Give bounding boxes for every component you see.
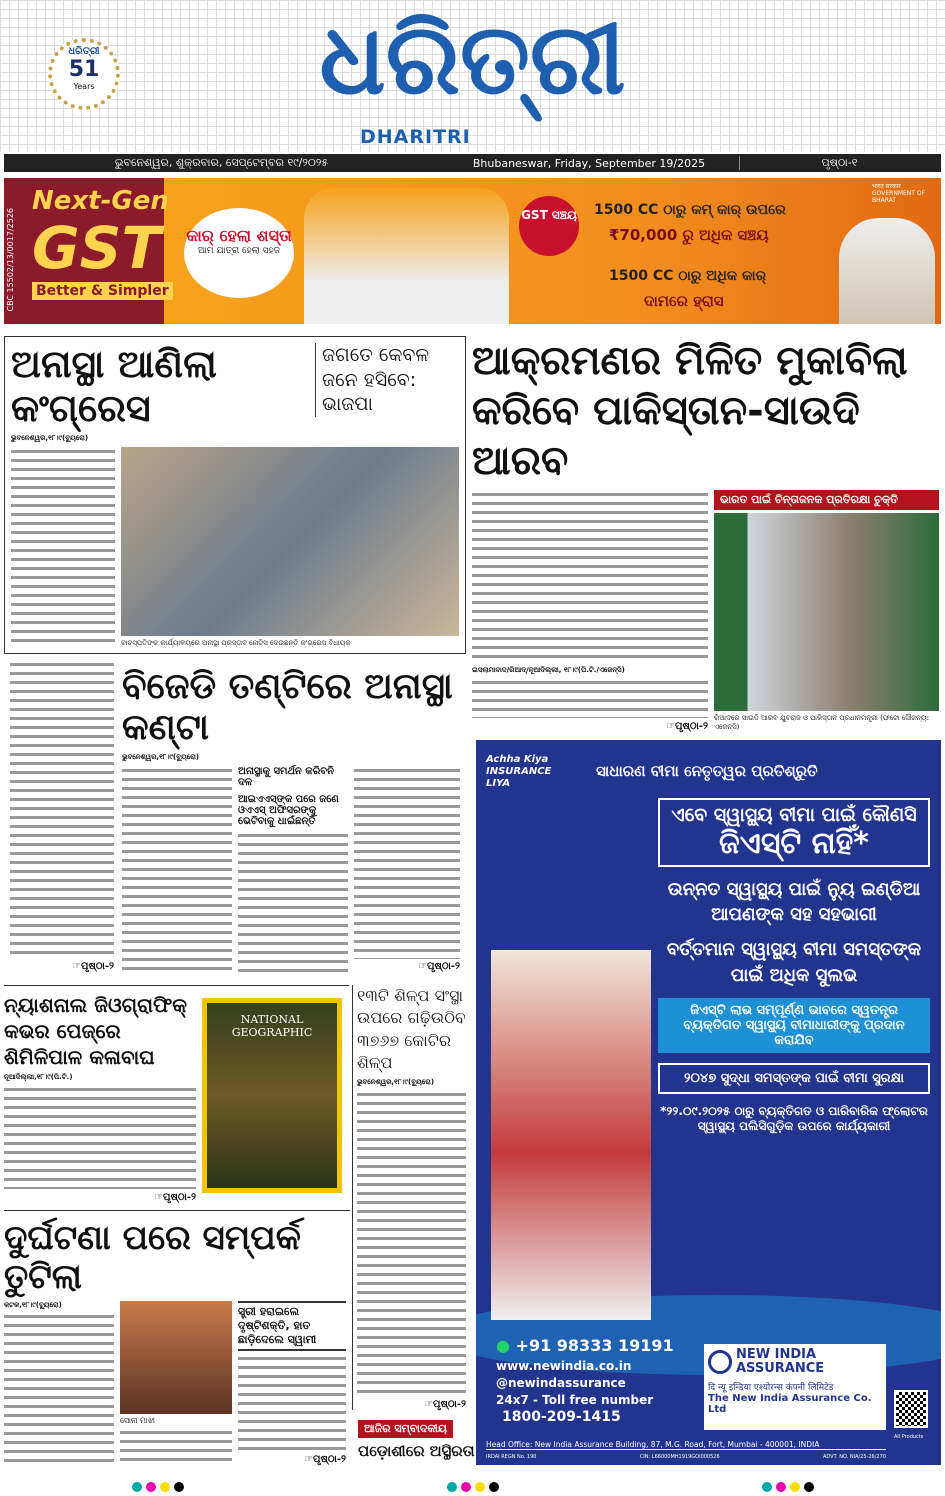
- story-natgeo: ନ୍ୟାଶନାଲ ଜିଓଗ୍ରାଫିକ୍ କଭର ପେଜ୍‌ରେ ଶିମିଳିପାଳ କଳାବାଘ ନୂଆଦିଲ୍ଲୀ,୧୮।୯(ପି.ଟି.) ☞ପୃଷ୍ଠା-୨ NATIONAL GEOGRAPHIC: [4, 985, 349, 1203]
- story-industry: ୧୩ଟି ଶିଳ୍ପ ସଂସ୍ଥା ଉପରେ ଗଢ଼ିଉଠିବ ୩୭୬୭ କୋଟିର ଶିଳ୍ପ ଭୁବନେଶ୍ୱର,୧୮।୯(ବ୍ୟୁରୋ) ☞ପୃଷ୍ଠା-୨: [352, 985, 466, 1410]
- story-bullets: ଅନାସ୍ଥାକୁ ସମର୍ଥନ କରିବନି ଦଳ ଆଇଏଏସ୍‌ଙ୍କ ପରେ ଜଣେ ଓଏଏସ୍ ଅଫିସରଙ୍କୁ ଭେଟିବାକୁ ଧାଇଁଛନ୍ତି: [238, 765, 339, 827]
- no-gst-box: ଏବେ ସ୍ୱାସ୍ଥ୍ୟ ବୀମା ପାଇଁ କୌଣସି ଜିଏସ୍‌ଟି ନାହିଁ*: [658, 798, 930, 867]
- registration-marks: [0, 1478, 945, 1494]
- qr-code[interactable]: [894, 1390, 928, 1428]
- whatsapp-icon: ●: [496, 1336, 510, 1355]
- car-cheap-bubble: କାର୍ ହେଲା ଶସ୍ତା ଆମ ଯାତ୍ରା ହେଲା ସହଜ: [184, 208, 294, 298]
- company-logo-box: NEW INDIA ASSURANCE दि न्यू इन्डिया एश्योरन्स कंपनी लिमिटेड The New India Assurance Co. Ltd: [704, 1344, 886, 1430]
- dateline-bar: ଭୁବନେଶ୍ୱର, ଶୁକ୍ରବାର, ସେପ୍ଟେମ୍ବର ୧୯/୨୦୨୫ Bhubaneswar, Friday, September 19/2025 ପୃଷ୍ଠା-୧: [4, 154, 941, 172]
- new-india-assurance-ad[interactable]: Achha Kiya INSURANCE LIYA ସାଧାରଣ ବୀମା ନେତୃତ୍ୱର ପ୍ରତିଶ୍ରୁତି ଏବେ ସ୍ୱାସ୍ଥ୍ୟ ବୀମା ପାଇଁ କୌଣସି ଜିଏସ୍‌ଟି ନାହିଁ* ଉନ୍ନତ ସ୍ୱାସ୍ଥ୍ୟ ପାଇଁ ନ୍ୟୁ ଇଣ୍ଡିଆ ଆପଣଙ୍କ ସହ ସହଭାଗୀ ବର୍ତ୍ତମାନ ସ୍ୱାସ୍ଥ୍ୟ ବୀମା ସମସ୍ତଙ୍କ ପାଇଁ ଅଧିକ ସୁଲଭ ଜିଏସ୍‌ଟି ଲାଭ ସମ୍ପୂର୍ଣ୍ଣ ଭାବରେ ସ୍ୱତନ୍ତ୍ର ବ୍ୟକ୍ତିଗତ ସ୍ୱାସ୍ଥ୍ୟ ବୀମାଧାରୀଙ୍କୁ ପ୍ରଦାନ କରାଯିବ ୨୦୪୭ ସୁଦ୍ଧା ସମସ୍ତଙ୍କ ପାଇଁ ବୀମା ସୁରକ୍ଷା *୨୨.୦୯.୨୦୨୫ ଠାରୁ ବ୍ୟକ୍ତିଗତ ଓ ପାରିବାରିକ ଫ୍ଲୋଟର ସ୍ୱାସ୍ଥ୍ୟ ପଲିସିଗୁଡ଼ିକ ଉପରେ କାର୍ଯ୍ୟକାରୀ ● +91 98333 19191 www.newindia.co.in @newindassurance 24x7 - Toll free number 1800-209-1415 NEW INDIA ASSURANCE दि न्यू इन्डिया एश्योरन्स कंपनी लिमिटेड The New India Assurance Co. Ltd All Products Head Office: New India Assurance Building, 87, M.G. Road, Fort, Mumbai - 400001, INDIA IRDAI REGN No. 190 CIN: L66000MH1919GOI000526 ADVT. NO. NIA/25-26/270: [476, 740, 941, 1465]
- story-photo: [120, 1301, 232, 1413]
- story-bjd: ☞ପୃଷ୍ଠା-୨ ବିଜେଡି ତଣ୍ଟିରେ ଅନାସ୍ଥା କଣ୍ଟା ଭୁବନେଶ୍ୱର,୧୮।୯(ବ୍ୟୁରୋ) ଅନାସ୍ଥାକୁ ସମର୍ଥନ କରିବନି ଦଳ ଆଇଏଏସ୍‌ଙ୍କ ପରେ ଜଣେ ଓଏଏସ୍ ଅଫିସରଙ୍କୁ ଭେଟିବାକୁ ଧାଇଁଛନ୍ତି ☞ପୃଷ୍ଠା-୨: [4, 660, 466, 972]
- whatsapp-phone[interactable]: ● +91 98333 19191: [496, 1336, 674, 1355]
- story-body: [11, 447, 115, 647]
- family-car-image: [304, 188, 509, 324]
- anniversary-badge: ଧରିତ୍ରୀ 51 Years: [48, 38, 120, 110]
- pm-portrait: [839, 218, 935, 324]
- india-emblem-icon: [708, 1350, 732, 1374]
- editorial-title[interactable]: ପଡ଼ୋଶୀରେ ଅସ୍ଥିରତା: [358, 1442, 475, 1460]
- logo: ଧରିତ୍ରୀ: [319, 3, 626, 117]
- family-photo: [491, 950, 651, 1320]
- story-accident: ଦୁର୍ଘଟଣା ପରେ ସମ୍ପର୍କ ତୁଟିଲା କଟକ,୧୮।୯(ବ୍ୟୁରୋ) ସୋନା ମାଝୀ ସ୍ତ୍ରୀ ହରାଇଲେ ଦୃଷ୍ଟିଶକ୍ତି, ହାତ ଛାଡ଼ିଦେଲେ ସ୍ୱାମୀ ☞ପୃଷ୍ଠା-୨: [4, 1210, 350, 1465]
- story-photo: [121, 447, 459, 635]
- natgeo-cover-image: NATIONAL GEOGRAPHIC: [202, 998, 342, 1193]
- story-photo: [714, 513, 939, 711]
- masthead: ଧରିତ୍ରୀ 51 Years ଧରିତ୍ରୀ DHARITRI: [0, 0, 945, 152]
- story-congress-no-confidence: ଅନାସ୍ଥା ଆଣିଲା କଂଗ୍ରେସ ଜଗତେ କେବଳ ଜନେ ହସିବେ: ଭାଜପା ଭୁବନେଶ୍ୱର,୧୮।୯(ବ୍ୟୁରୋ) ବାଚସ୍ପତିଙ୍କ କାର୍ଯ୍ୟାଳୟରେ ଅନାସ୍ଥା ପ୍ରସ୍ତାବ ନୋଟିସ ଦେଉଛନ୍ତି କଂଗ୍ରେସ ବିଧାୟକ: [4, 336, 466, 654]
- story-pakistan-saudi: ଆକ୍ରମଣର ମିଳିତ ମୁକାବିଲା କରିବେ ପାକିସ୍ତାନ-ସାଉଦି ଆରବ ଇସଲାମାବାଦ/ରିଆଦ୍/ନୂଆଦିଲ୍ଲୀ, ୧୮।୯(ପି.ଟି./ଏଜେନ୍ସି) ☞ପୃଷ୍ଠା-୨ ଭାରତ ପାଇଁ ଚିନ୍ତାଜନକ ପ୍ରତିରକ୍ଷା ଚୁକ୍ତି ରିଆଦରେ ସାଉଦି ଆରବ ଯୁବରାଜ ଓ ପାକିସ୍ତାନ ପ୍ରଧାନମନ୍ତ୍ରୀ (ଫଟୋ ସୌଜନ୍ୟ: ଏଜେନ୍ସି): [470, 336, 941, 732]
- gst-ad-banner[interactable]: CBC 15502/13/0017/2526 Next-Gen GST Better & Simpler କାର୍ ହେଲା ଶସ୍ତା ଆମ ଯାତ୍ରା ହେଲା ସହଜ GST ସଞ୍ଚୟ भारत सरकार GOVERNMENT OF BHARAT 1500 CC ଠାରୁ କମ୍ କାର୍ ଉପରେ ₹70,000 ରୁ ଅଧିକ ସଞ୍ଚୟ 1500 CC ଠାରୁ ଅଧିକ କାର୍ ଦାମରେ ହ୍ରାସ: [4, 178, 941, 324]
